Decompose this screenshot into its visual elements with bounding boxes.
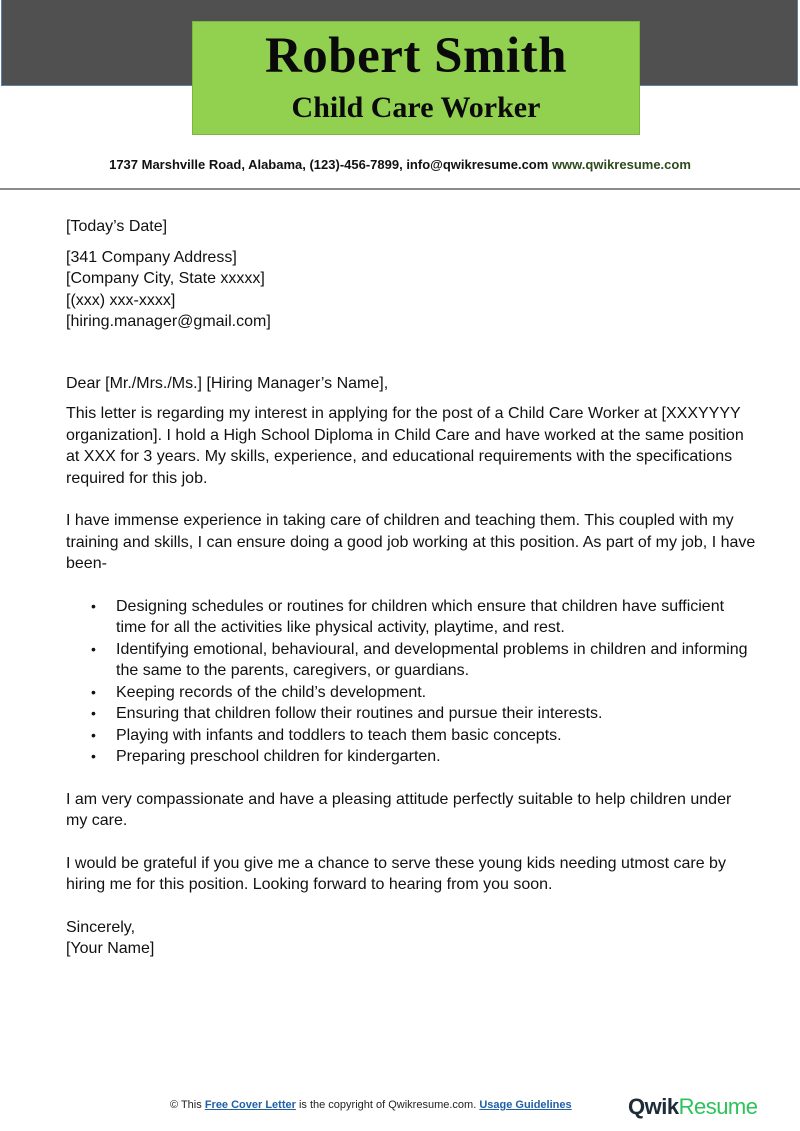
list-item: • Playing with infants and toddlers to teach them basic concepts. (66, 725, 756, 747)
copyright-middle: is the copyright of Qwikresume.com. (295, 1099, 480, 1111)
signature: [Your Name] (66, 940, 155, 957)
list-item: • Preparing preschool children for kindergarten. (66, 746, 756, 768)
list-item: • Identifying emotional, behavioural, and developmental problems in children and informing the same to the parents, caregivers, or guardians. (66, 639, 756, 682)
free-cover-letter-link[interactable]: Free Cover Letter (204, 1099, 296, 1111)
letter-body (66, 216, 756, 960)
logo-qwik: Qwik (628, 1094, 679, 1119)
copyright-prefix: © This (170, 1099, 205, 1111)
usage-guidelines-link[interactable]: Usage Guidelines (479, 1099, 572, 1111)
website-link[interactable]: www.qwikresume.com (551, 157, 691, 172)
paragraph-experience: I have immense experience in taking care of children and teaching them. This coupled with my training and skills, I can ensure doing a good job working at this position. As part of my job, I have been- (66, 512, 756, 572)
paragraph-intro: This letter is regarding my interest in applying for the post of a Child Care Worker at [XXXYYYY organization]. I hold a High School Diploma in Child Care and have worked at the same position at XXX for 3 years. My skills, experience, and educational requirements with the specifications required for this job. (66, 405, 744, 487)
header-divider (0, 188, 800, 190)
duties-list (66, 596, 756, 768)
list-item: • Ensuring that children follow their routines and pursue their interests. (66, 703, 756, 725)
job-title: Child Care Worker (291, 91, 541, 124)
closing: Sincerely, (66, 918, 136, 936)
recipient-email: [hiring.manager@gmail.com] (66, 313, 271, 330)
recipient-block (66, 247, 756, 333)
salutation: Dear [Mr./Mrs./Ms.] [Hiring Manager’s Name], (66, 374, 389, 392)
list-item: • Keeping records of the child’s development. (66, 682, 756, 704)
paragraph-closing: I would be grateful if you give me a chance to serve these young kids needing utmost care by hiring me for this position. Looking forward to hearing from you soon. (66, 854, 726, 893)
recipient-phone: [(xxx) xxx-xxxx] (66, 291, 176, 309)
candidate-name: Robert Smith (264, 28, 568, 84)
footer (0, 1094, 800, 1119)
paragraph-attitude: I am very compassionate and have a pleasing attitude perfectly suitable to help children under my care. (66, 790, 732, 829)
letter-date: [Today’s Date] (66, 218, 168, 235)
name-box (192, 21, 640, 135)
contact-details: 1737 Marshville Road, Alabama, (123)-456-7899, info@qwikresume.com (109, 157, 549, 172)
copyright-notice (170, 1099, 572, 1111)
logo-resume: Resume (678, 1094, 758, 1119)
list-item: • Designing schedules or routines for children which ensure that children have sufficient time for all the activities like physical activity, playtime, and rest. (66, 596, 756, 639)
qwikresume-logo[interactable] (628, 1094, 758, 1120)
recipient-city-state: [Company City, State xxxxx] (66, 270, 265, 287)
recipient-address: [341 Company Address] (66, 248, 237, 266)
contact-line (0, 157, 800, 172)
